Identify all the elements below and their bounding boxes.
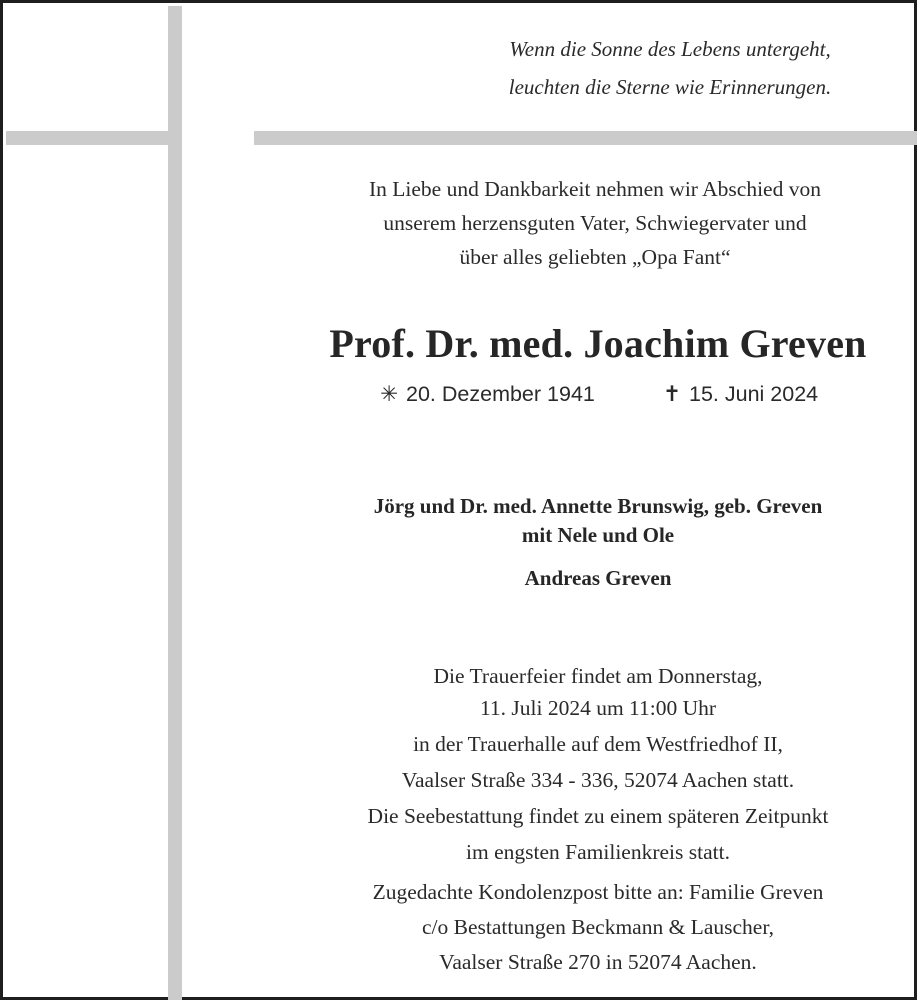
intro-line-2: unserem herzensguten Vater, Schwiegervater und <box>383 211 807 235</box>
death-info <box>663 380 818 409</box>
deceased-name: Prof. Dr. med. Joachim Greven <box>329 321 867 366</box>
condolence-line-2: c/o Bestattungen Beckmann & Lauscher, <box>422 915 774 939</box>
cross-vertical-bar <box>168 6 182 1000</box>
family-line-1: Jörg und Dr. med. Annette Brunswig, geb. Greven <box>373 494 823 518</box>
cross-intersection <box>168 131 182 145</box>
intro-text <box>300 172 890 274</box>
family-names <box>300 492 896 550</box>
condolence-info <box>300 876 896 981</box>
condolence-line-1: Zugedachte Kondolenzpost bitte an: Familie Greven <box>372 880 824 904</box>
family-line-3: Andreas Greven <box>524 566 672 590</box>
birth-info <box>380 380 595 409</box>
death-cross-icon: ✝ <box>663 382 682 407</box>
cross-horizontal-bar-left <box>6 131 168 145</box>
service-info <box>300 660 896 872</box>
motto-line-2: leuchten die Sterne wie Erinnerungen. <box>508 75 832 99</box>
service-line-3: in der Trauerhalle auf dem Westfriedhof II, <box>413 732 783 756</box>
motto-line-1: Wenn die Sonne des Lebens untergeht, <box>509 37 831 61</box>
intro-line-1: In Liebe und Dankbarkeit nehmen wir Abschied von <box>369 177 821 201</box>
motto-quote <box>470 30 870 106</box>
cross-horizontal-bar-right <box>254 131 917 145</box>
service-line-6: im engsten Familienkreis statt. <box>466 840 730 864</box>
service-line-1: Die Trauerfeier findet am Donnerstag, <box>433 664 763 688</box>
service-line-5: Die Seebestattung findet zu einem späteren Zeitpunkt <box>367 804 829 828</box>
service-line-4: Vaalser Straße 334 - 336, 52074 Aachen statt. <box>401 768 795 792</box>
condolence-line-3: Vaalser Straße 270 in 52074 Aachen. <box>439 950 757 974</box>
service-line-2: 11. Juli 2024 um 11:00 Uhr <box>479 696 717 720</box>
birth-star-icon: ✳ <box>380 382 399 407</box>
death-date: 15. Juni 2024 <box>689 382 819 406</box>
family-line-2: mit Nele und Ole <box>521 523 675 547</box>
intro-line-3: über alles geliebten „Opa Fant“ <box>459 245 731 269</box>
birth-date: 20. Dezember 1941 <box>406 382 595 406</box>
